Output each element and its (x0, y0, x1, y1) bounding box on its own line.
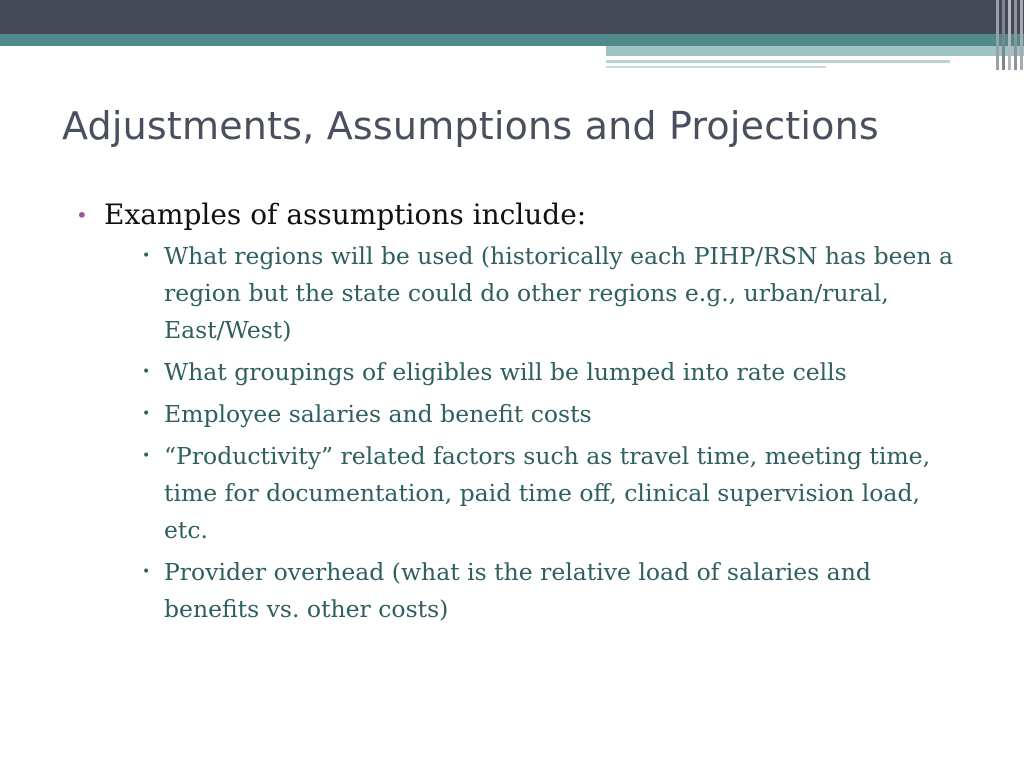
sub-bullet-dot-icon: • (142, 564, 151, 580)
header-light-band (606, 46, 1024, 56)
sub-bullet-dot-icon: • (142, 406, 151, 422)
sub-bullet-item (134, 238, 976, 349)
sub-bullet-item (134, 354, 976, 391)
sub-bullet-dot-icon: • (142, 248, 151, 264)
bullet-item (76, 196, 976, 234)
header-side-stripes (994, 0, 1024, 70)
sub-bullet-item (134, 396, 976, 433)
header-accent-line (606, 66, 826, 68)
sub-bullet-text: Provider overhead (what is the relative load of salaries and benefits vs. other costs) (164, 558, 871, 623)
sub-bullet-item (134, 438, 976, 549)
sub-bullet-list (134, 238, 976, 628)
sub-bullet-text: Employee salaries and benefit costs (164, 400, 592, 428)
slide-body (76, 196, 976, 633)
header-teal-band (0, 34, 1024, 46)
header-dark-band (0, 0, 1024, 34)
sub-bullet-dot-icon: • (142, 448, 151, 464)
sub-bullet-dot-icon: • (142, 364, 151, 380)
bullet-text: Examples of assumptions include: (104, 198, 587, 231)
sub-bullet-text: “Productivity” related factors such as travel time, meeting time, time for documentation, paid time off, clinical supervision load, etc. (164, 442, 931, 544)
sub-bullet-text: What regions will be used (historically each PIHP/RSN has been a region but the state could do other regions e.g., urban/rural, East/West) (164, 242, 954, 344)
sub-bullet-text: What groupings of eligibles will be lumped into rate cells (164, 358, 847, 386)
slide-title: Adjustments, Assumptions and Projections (62, 104, 879, 148)
sub-bullet-item (134, 554, 976, 628)
bullet-dot-icon: • (76, 203, 88, 227)
header-accent-line (606, 60, 950, 63)
